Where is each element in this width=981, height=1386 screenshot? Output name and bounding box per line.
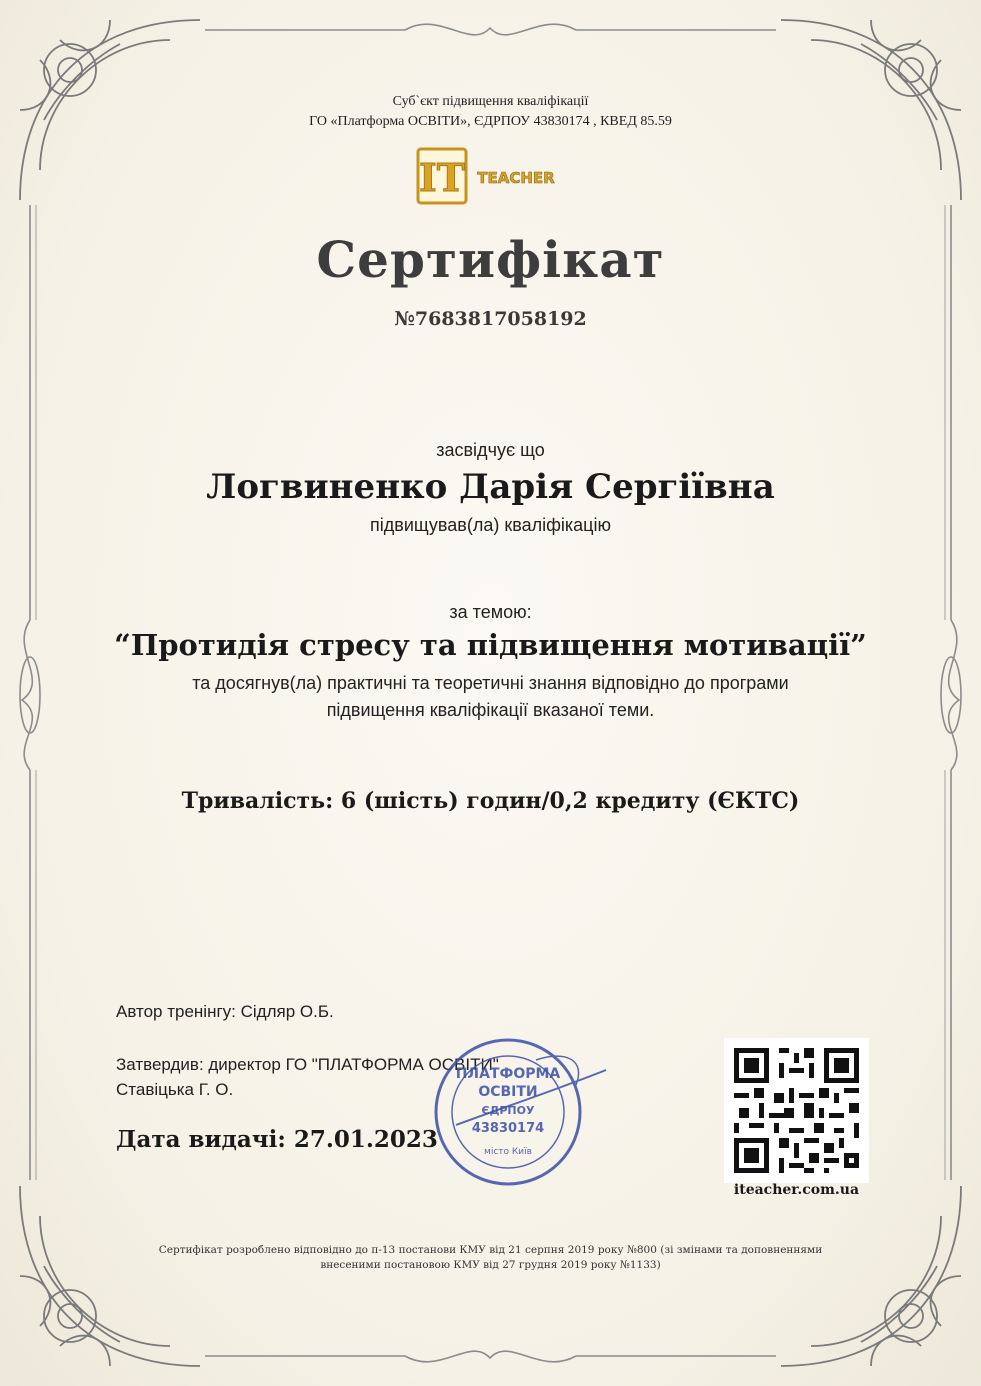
- knowledge-line-2: підвищення кваліфікації вказаної теми.: [326, 700, 655, 720]
- issue-date: Дата видачі: 27.01.2023: [116, 1126, 438, 1153]
- footer-line-2: внесеними постановою КМУ від 27 грудня 2019 року №1133): [320, 1259, 661, 1271]
- legal-footer: [0, 1243, 981, 1273]
- topic-label: за темою:: [449, 602, 532, 622]
- knowledge-text: [0, 670, 981, 724]
- stamp-line-2: ОСВІТИ: [478, 1084, 538, 1100]
- duration-text: Тривалість: 6 (шість) годин/0,2 кредиту (ЄКТС): [181, 788, 800, 814]
- qr-caption: iteacher.com.ua: [733, 1182, 860, 1198]
- footer-line-1: Сертифікат розроблено відповідно до п-13 постанови КМУ від 21 серпня 2019 року №800 (зі змінами та доповненнями: [158, 1244, 823, 1256]
- certificate-title: Сертифікат: [316, 230, 665, 289]
- certifies-text: засвідчує що: [436, 440, 545, 460]
- stamp-city: місто Київ: [484, 1147, 532, 1157]
- knowledge-line-1: та досягнув(ла) практичні та теоретичні знання відповідно до програми: [192, 673, 789, 693]
- recipient-name: Логвиненко Дарія Сергіївна: [206, 467, 775, 507]
- logo-word: TEACHER: [477, 169, 555, 187]
- logo-mark: IT: [418, 155, 466, 200]
- issuer-line-2: ГО «Платформа ОСВІТИ», ЄДРПОУ 43830174 , КВЕД 85.59: [309, 114, 672, 129]
- improved-text: підвищував(ла) кваліфікацію: [370, 515, 611, 535]
- issuer-info: [0, 92, 981, 132]
- issuer-line-1: Суб`єкт підвищення кваліфікації: [392, 94, 589, 109]
- stamp-line-3: ЄДРПОУ: [481, 1104, 535, 1117]
- certificate-number: №7683817058192: [394, 308, 587, 330]
- approved-line-2: Ставіцька Г. О.: [116, 1080, 234, 1099]
- topic-title: “Протидія стресу та підвищення мотивації”: [114, 628, 867, 662]
- author-line: Автор тренінгу: Сідляр О.Б.: [116, 1002, 334, 1021]
- approved-line-1: Затвердив: директор ГО "ПЛАТФОРМА ОСВІТИ": [116, 1055, 499, 1074]
- official-stamp: [416, 1030, 616, 1200]
- qr-code[interactable]: [724, 1038, 869, 1183]
- iteacher-logo: [416, 147, 566, 205]
- stamp-line-1: ПЛАТФОРМА: [455, 1066, 561, 1082]
- stamp-code: 43830174: [471, 1121, 545, 1136]
